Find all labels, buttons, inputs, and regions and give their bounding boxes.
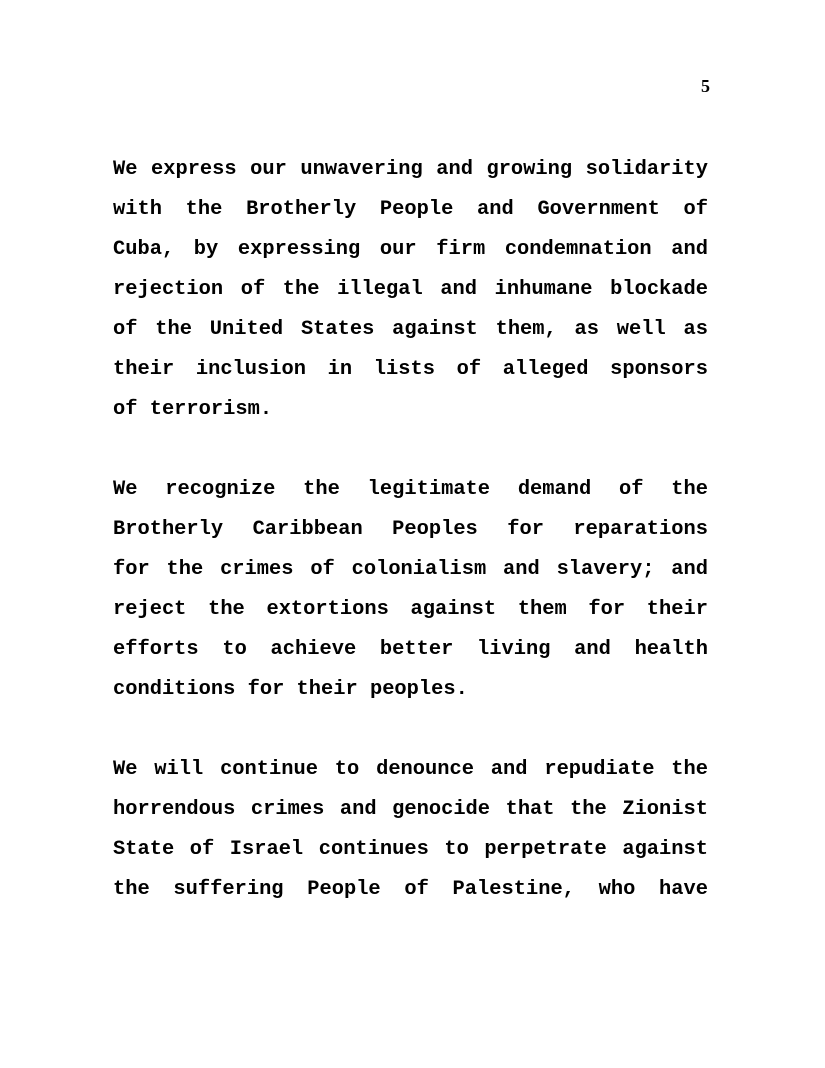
text-line: Brotherly Caribbean Peoples for reparations [113,518,708,541]
page-number: 5 [701,76,710,96]
text-line: We express our unwavering and growing solidarity [113,158,708,181]
text-line: of terrorism. [113,398,273,421]
text-line: with the Brotherly People and Government of [113,198,708,221]
document-body [113,150,708,950]
text-line: We will continue to denounce and repudiate the [113,758,708,781]
text-line: reject the extortions against them for their [113,598,708,621]
text-line: State of Israel continues to perpetrate against [113,838,708,861]
text-line: conditions for their peoples. [113,678,468,701]
paragraph [113,150,708,430]
text-line: horrendous crimes and genocide that the Zionist [113,798,708,821]
text-line: their inclusion in lists of alleged sponsors [113,358,708,381]
text-line: efforts to achieve better living and health [113,638,708,661]
text-line: for the crimes of colonialism and slavery; and [113,558,708,581]
paragraph [113,750,708,910]
text-line: rejection of the illegal and inhumane blockade [113,278,708,301]
text-line: the suffering People of Palestine, who have [113,878,708,901]
paragraph [113,470,708,710]
text-line: Cuba, by expressing our firm condemnation and [113,238,708,261]
text-line: We recognize the legitimate demand of the [113,478,708,501]
text-line: of the United States against them, as well as [113,318,708,341]
